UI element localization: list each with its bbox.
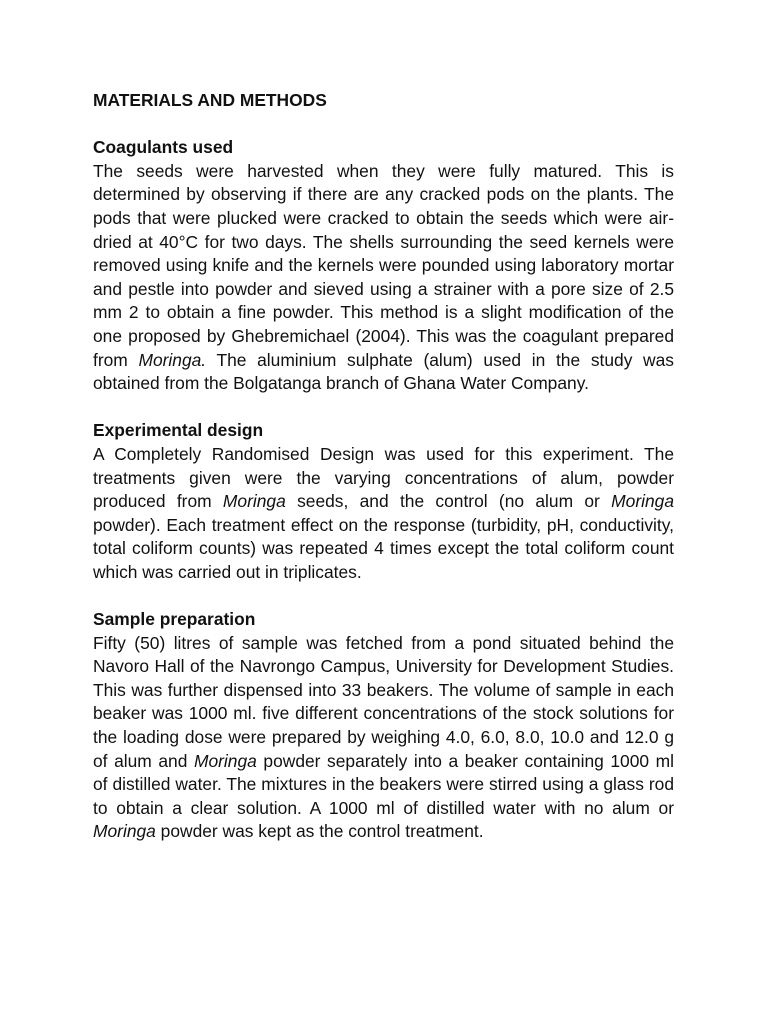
italic-text-run: Moringa	[611, 491, 674, 512]
section-experimental-design	[93, 419, 674, 584]
text-run: The aluminium sulphate (alum) used in the study was obtained from the Bolgatanga branch of Ghana Water Company.	[93, 349, 674, 394]
section-title: Coagulants used	[93, 137, 234, 158]
text-run: powder). Each treatment effect on the response (turbidity, pH, conductivity, total coliform counts) was repeated 4 times except the total coliform count which was carried out in triplicates.	[93, 514, 674, 582]
document-page	[93, 89, 674, 868]
text-run: powder was kept as the control treatment.	[155, 821, 484, 842]
text-run: The seeds were harvested when they were fully matured. This is determined by observing if there are any cracked pods on the plants. The pods that were plucked were cracked to obtain the seeds which were air-dried at 40°C for two days. The shells surrounding the seed kernels were removed using knife and the kernels were pounded using laboratory mortar and pestle into powder and sieved using a strainer with a pore size of 2.5 mm 2 to obtain a fine powder. This method is a slight modification of the one proposed by Ghebremichael (2004). This was the coagulant prepared from	[93, 160, 674, 370]
italic-text-run: Moringa	[222, 491, 286, 512]
section-coagulants-used	[93, 136, 674, 396]
page-title: MATERIALS AND METHODS	[93, 90, 327, 110]
section-sample-preparation	[93, 608, 674, 844]
text-run: powder separately into a beaker containing 1000 ml of distilled water. The mixtures in the beakers were stirred using a glass rod to obtain a clear solution. A 1000 ml of distilled water with no alum or	[93, 750, 674, 818]
italic-text-run: Moringa.	[138, 349, 207, 370]
section-title: Experimental design	[93, 420, 264, 441]
section-title: Sample preparation	[93, 609, 256, 630]
text-run: A Completely Randomised Design was used for this experiment. The treatments given were the varying concentrations of alum, powder produced from	[93, 443, 674, 512]
paragraph	[93, 443, 674, 585]
paragraph	[93, 160, 674, 396]
italic-text-run: Moringa	[193, 750, 257, 771]
paragraph	[93, 632, 674, 844]
italic-text-run: Moringa	[93, 821, 156, 842]
text-run: Fifty (50) litres of sample was fetched from a pond situated behind the Navoro Hall of the Navrongo Campus, University for Development Studies. This was further dispensed into 33 beakers. The volume of sample in each beaker was 1000 ml. five different concentrations of the stock solutions for the loading dose were prepared by weighing 4.0, 6.0, 8.0, 10.0 and 12.0 g of alum and	[93, 632, 674, 771]
text-run: seeds, and the control (no alum or	[285, 491, 612, 512]
